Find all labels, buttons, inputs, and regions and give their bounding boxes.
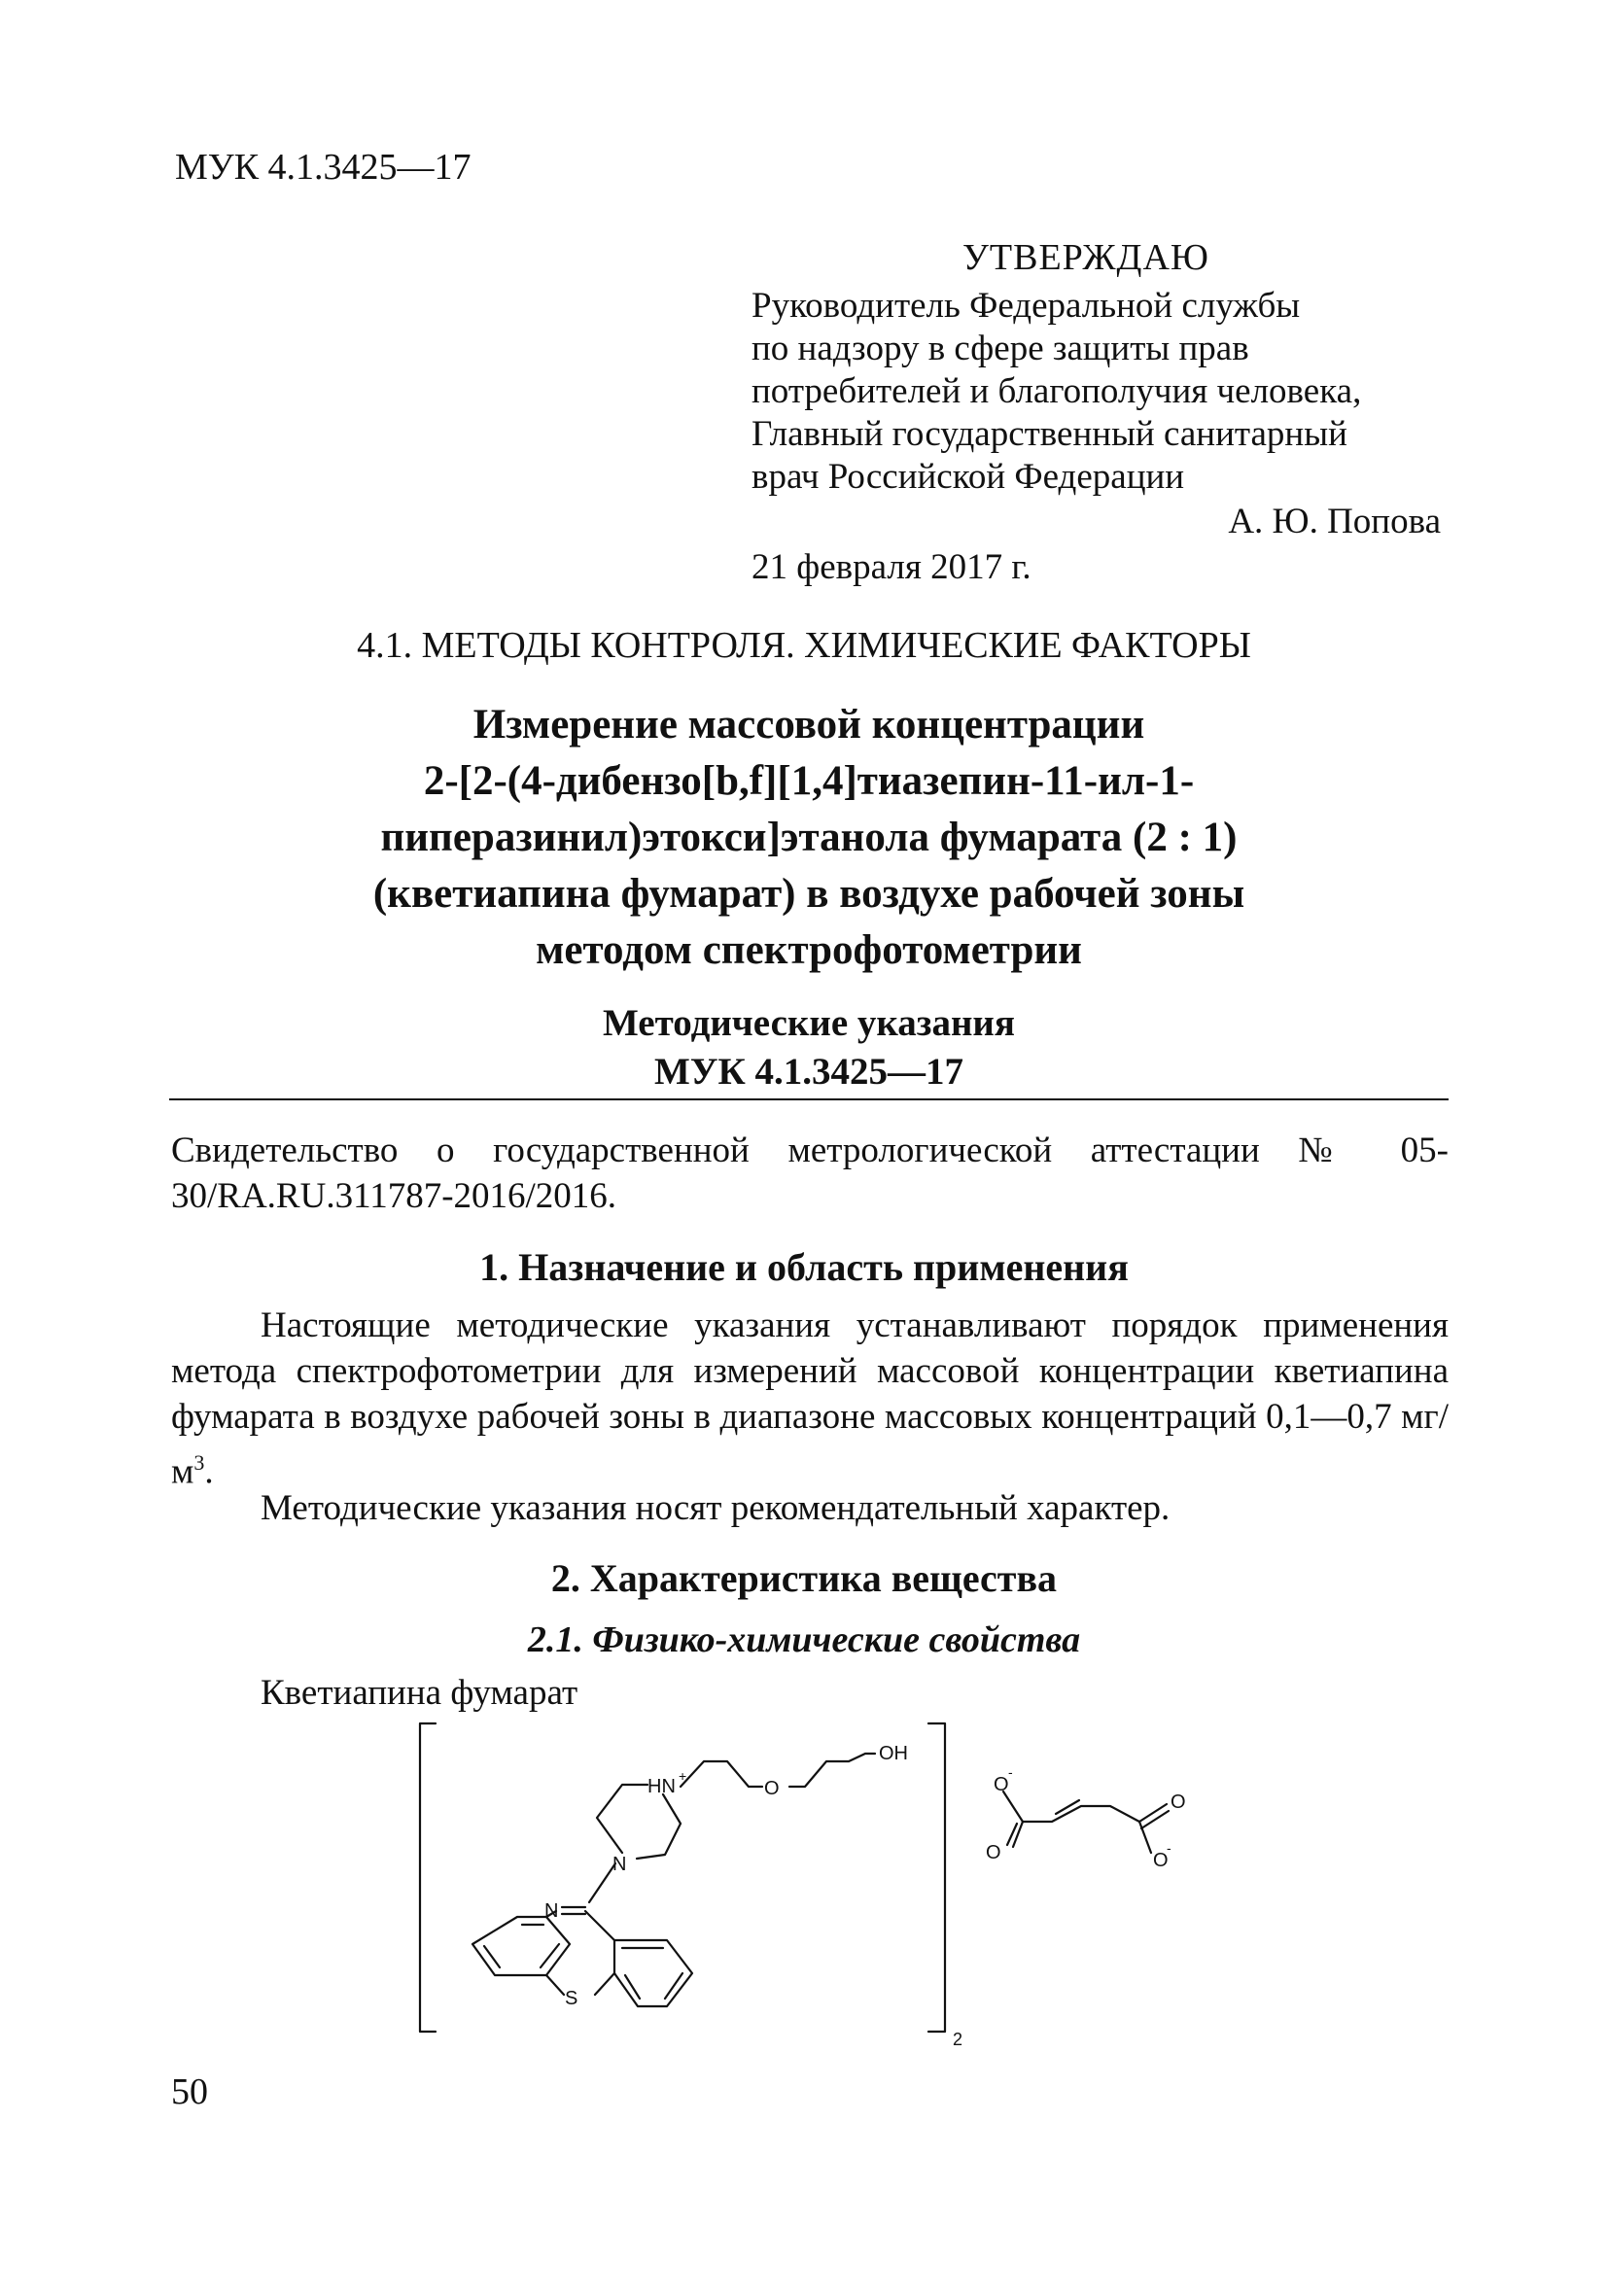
charge-minus: - [1008, 1764, 1013, 1780]
approver-name: А. Ю. Попова [1228, 502, 1441, 541]
section1-text: Настоящие методические указания устанавливают порядок применения метода спектрофотометрии для измерений массовой концентрации кветиапина фумарата в воздухе рабочей зоны в диапазоне массовых концентраций 0,1—0,7 мг/м [171, 1305, 1449, 1492]
charge-minus: - [1167, 1840, 1171, 1856]
approval-line: потребителей и благополучия человека, [752, 371, 1362, 411]
subtitle-line: Методические указания [602, 1002, 1015, 1044]
title-line: пиперазинил)этокси]этанола фумарата (2 : 1) [380, 815, 1238, 860]
right-bracket [928, 1723, 945, 2032]
subtitle-code: МУК 4.1.3425—17 [654, 1051, 963, 1093]
title-line: методом спектрофотометрии [536, 927, 1082, 973]
approval-heading: УТВЕРЖДАЮ [962, 237, 1209, 278]
page-number: 50 [171, 2071, 208, 2112]
approval-line: Руководитель Федеральной службы [752, 286, 1301, 326]
title-line: 2-[2-(4-дибензо[b,f][1,4]тиазепин-11-ил-1- [423, 758, 1195, 804]
left-bracket [420, 1723, 436, 2032]
atom-oh: OH [879, 1743, 908, 1764]
charge-plus: + [679, 1768, 687, 1784]
approval-date: 21 февраля 2017 г. [752, 547, 1031, 587]
atom-o-double: O [1171, 1792, 1186, 1813]
section-heading: 4.1. МЕТОДЫ КОНТРОЛЯ. ХИМИЧЕСКИЕ ФАКТОРЫ [357, 625, 1251, 666]
superscript: 3 [193, 1450, 205, 1475]
section1-period: . [204, 1451, 214, 1492]
subscript-2: 2 [953, 2030, 963, 2049]
section1-heading: 1. Назначение и область применения [479, 1245, 1129, 1289]
substance-label: Кветиапина фумарат [261, 1673, 578, 1713]
title-line: Измерение массовой концентрации [472, 702, 1145, 748]
atom-o-minus: O [1153, 1850, 1169, 1871]
atom-o-ether: O [764, 1778, 780, 1799]
atom-s: S [565, 1988, 578, 2009]
atom-n: N [612, 1854, 627, 1875]
certificate-paragraph: Свидетельство о государственной метрологической аттестации № 05-30/RA.RU.311787-2016/2016. [171, 1131, 1449, 1216]
atom-o-double: O [986, 1842, 1001, 1863]
atom-hn: HN [647, 1776, 676, 1797]
document-code: МУК 4.1.3425—17 [175, 147, 472, 188]
approval-line: Главный государственный санитарный [752, 414, 1347, 454]
approval-line: врач Российской Федерации [752, 457, 1185, 497]
section1-note: Методические указания носят рекомендательный характер. [261, 1488, 1171, 1528]
section2-heading: 2. Характеристика вещества [550, 1556, 1058, 1600]
section2-subheading: 2.1. Физико-химические свойства [527, 1619, 1081, 1660]
atom-o-minus: O [994, 1774, 1009, 1795]
title-line: (кветиапина фумарат) в воздухе рабочей зоны [372, 871, 1245, 917]
atom-n-ring: N [544, 1900, 559, 1922]
approval-line: по надзору в сфере защиты прав [752, 329, 1249, 368]
